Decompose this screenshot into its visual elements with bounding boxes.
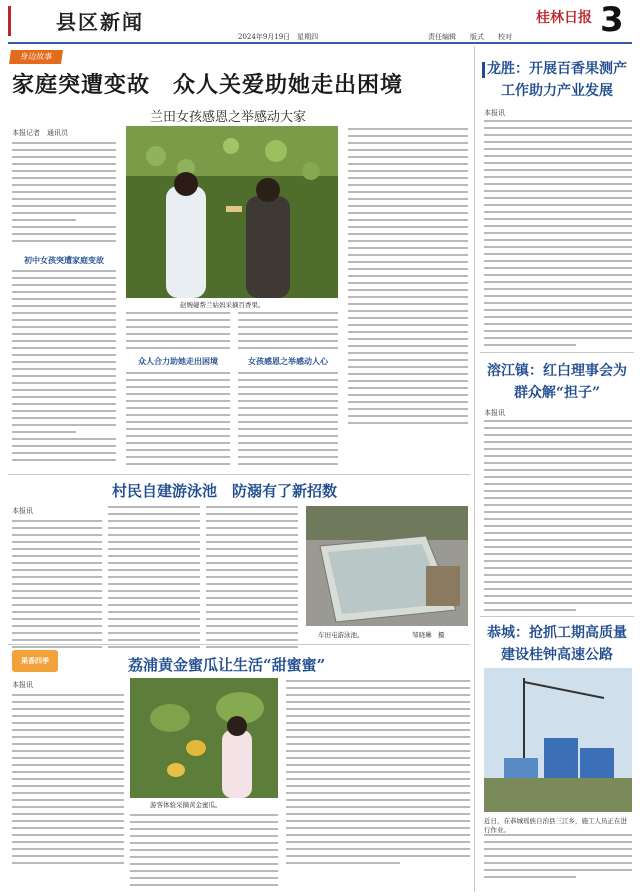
fruit-season-tag: 果香四季 (12, 650, 58, 672)
lead-body-col2 (126, 312, 230, 354)
melon-body-col3 (286, 680, 470, 869)
story2-body (484, 420, 632, 616)
lead-body-col1b (12, 270, 116, 466)
melon-photo (130, 678, 278, 798)
pool-body-col2 (108, 506, 200, 653)
lead-body-col4 (348, 128, 468, 429)
story2-headline: 溶江镇：红白理事会为群众解“担子” (487, 363, 627, 401)
melon-body-col2 (130, 814, 278, 891)
column-divider (474, 46, 475, 892)
story3-photo (484, 668, 632, 812)
pool-photo-caption: 车田屯游泳池。 (318, 631, 364, 639)
page-number: 3 (600, 0, 624, 40)
story3-body (484, 834, 632, 883)
lead-body-col1 (12, 142, 116, 247)
masthead (0, 0, 640, 44)
story3-photo-caption: 近日，在恭城瑶族自治县三江乡，施工人员正在进行作业。 (484, 817, 627, 834)
newspaper-logo: 桂林日报 (536, 10, 592, 26)
kicker-badge: 身边故事 (9, 50, 63, 64)
lead-headline: 家庭突遭变故 众人关爱助她走出困境 (12, 73, 404, 98)
issue-date: 2024年9月19日 星期四 (238, 33, 319, 41)
section-marker (8, 6, 18, 36)
right-rule-2 (480, 616, 634, 617)
lead-subhead-2: 众人合力助她走出困境 (138, 356, 218, 366)
right-rule-1 (480, 352, 634, 353)
lead-body-col3 (238, 312, 338, 354)
lead-photo-caption: 赵婉婕帮兰姑妈采摘百香果。 (180, 301, 265, 309)
lead-photo (126, 126, 338, 298)
lead-byline: 本报记者 通讯员 (12, 129, 68, 137)
pool-body-col1 (12, 520, 102, 653)
highway-construction-illustration (484, 668, 632, 812)
pool-photo-credit: 邹晓琳 摄 (412, 631, 445, 639)
melon-illustration (130, 678, 278, 798)
melon-body-col1 (12, 694, 124, 869)
orchard-illustration (126, 126, 338, 298)
masthead-rule (8, 42, 632, 44)
lead-subhead-1: 初中女孩突遭家庭变故 (24, 255, 104, 265)
section-rule-2 (8, 644, 470, 645)
lead-subheadline: 兰田女孩感恩之举感动大家 (150, 110, 307, 125)
lead-subhead-3: 女孩感恩之举感动人心 (248, 356, 328, 366)
lead-body-col3b (238, 372, 338, 470)
melon-byline: 本报讯 (12, 681, 33, 689)
section-title: 县区新闻 (56, 10, 144, 34)
melon-photo-caption: 游客体验采摘黄金蜜瓜。 (150, 801, 222, 809)
section-rule-1 (8, 474, 470, 475)
melon-headline: 荔浦黄金蜜瓜让生活“甜蜜蜜” (128, 656, 326, 674)
editor-credits: 责任编辑 版式 校对 (428, 33, 512, 41)
story1-body (484, 120, 632, 351)
lead-body-col2b (126, 372, 230, 470)
story3-headline: 恭城：抢抓工期高质量建设桂钟高速公路 (487, 625, 627, 663)
pool-illustration (306, 506, 468, 626)
story2-byline: 本报讯 (484, 409, 505, 417)
story1-byline: 本报讯 (484, 109, 505, 117)
pool-headline: 村民自建游泳池 防溺有了新招数 (112, 482, 338, 500)
pool-byline: 本报讯 (12, 507, 33, 515)
pool-body-col3 (206, 506, 298, 653)
pool-photo (306, 506, 468, 626)
story1-headline: 龙胜：开展百香果测产工作助力产业发展 (487, 61, 627, 99)
